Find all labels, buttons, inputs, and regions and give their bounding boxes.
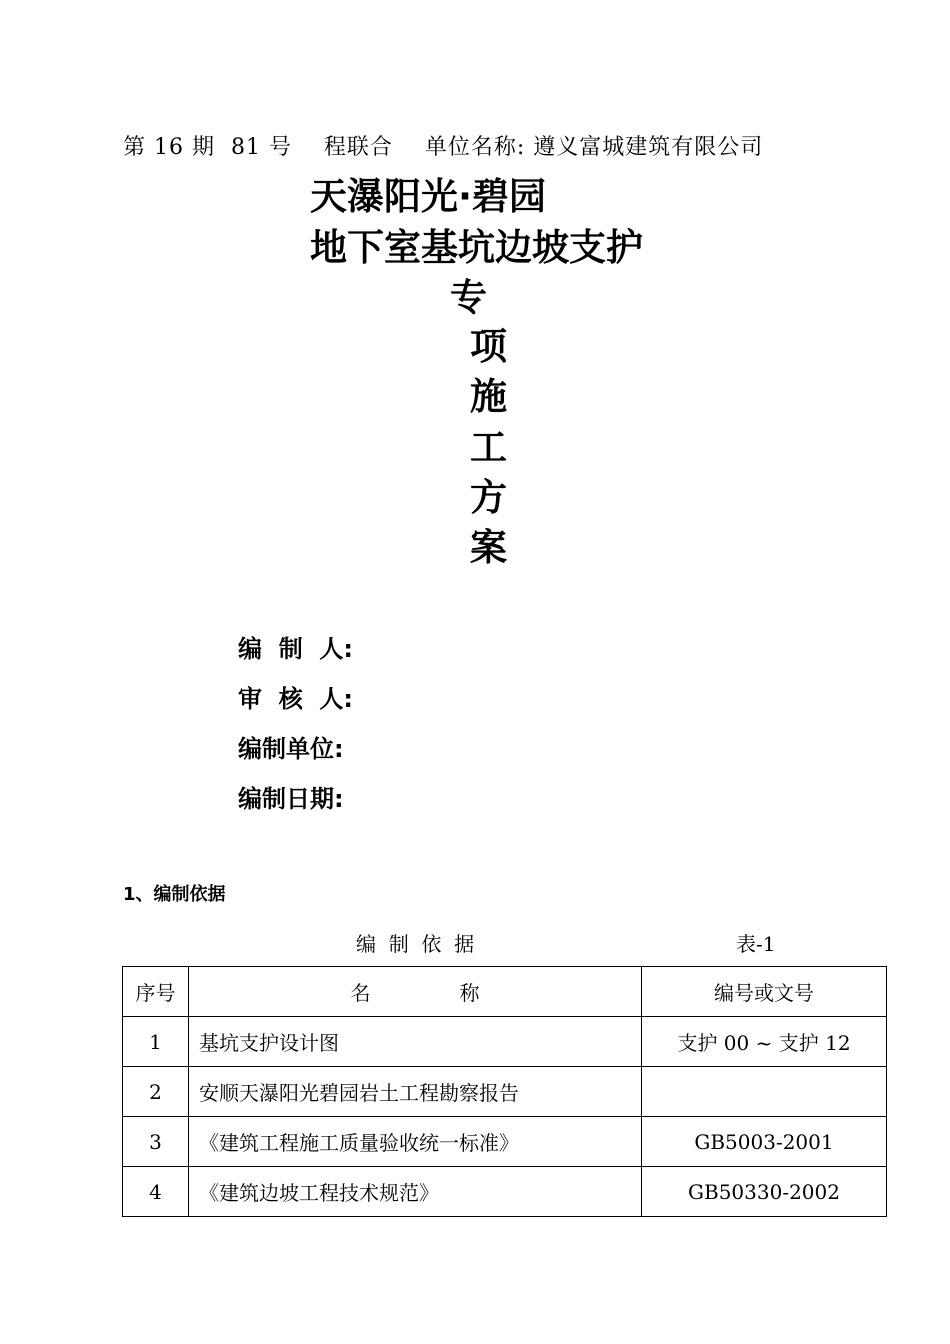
header-no: 序号 (123, 967, 189, 1017)
compile-date-label: 编制日期: (238, 785, 344, 813)
compiler-label: 编 制 人: (238, 635, 354, 663)
basis-table (122, 966, 887, 1217)
row-name: 《建筑边坡工程技术规范》 (189, 1167, 642, 1217)
table-header-row (123, 967, 887, 1017)
row-code: GB5003-2001 (642, 1117, 887, 1167)
reviewer-label: 审 核 人: (238, 685, 354, 713)
title-vertical-char-4: 工 (470, 426, 507, 469)
row-code (642, 1067, 887, 1117)
title-vertical-char-3: 施 (470, 375, 507, 418)
table-caption-title: 编 制 依 据 (356, 932, 475, 956)
table-caption-number: 表-1 (736, 932, 776, 956)
row-no: 1 (123, 1017, 189, 1067)
table-row (123, 1117, 887, 1167)
title-vertical-char-6: 案 (470, 526, 507, 569)
title-line-1: 天瀑阳光·碧园 (310, 175, 547, 218)
row-no: 4 (123, 1167, 189, 1217)
table-row (123, 1067, 887, 1117)
row-code: GB50330-2002 (642, 1167, 887, 1217)
header-name: 名 称 (189, 967, 642, 1017)
row-no: 2 (123, 1067, 189, 1117)
section-heading: 1、编制依据 (123, 884, 226, 905)
row-code: 支护 00 ~ 支护 12 (642, 1017, 887, 1067)
table-row (123, 1167, 887, 1217)
title-vertical-char-5: 方 (470, 476, 507, 519)
title-vertical-char-1: 专 (450, 276, 487, 319)
row-name: 基坑支护设计图 (189, 1017, 642, 1067)
row-name: 安顺天瀑阳光碧园岩土工程勘察报告 (189, 1067, 642, 1117)
row-name: 《建筑工程施工质量验收统一标准》 (189, 1117, 642, 1167)
table-row (123, 1017, 887, 1067)
title-vertical-char-2: 项 (470, 325, 507, 368)
title-line-2: 地下室基坑边坡支护 (310, 226, 643, 269)
compiling-unit-label: 编制单位: (238, 735, 344, 763)
document-header-line: 第 16 期 81 号 程联合 单位名称: 遵义富城建筑有限公司 (123, 135, 764, 160)
row-no: 3 (123, 1117, 189, 1167)
header-code: 编号或文号 (642, 967, 887, 1017)
